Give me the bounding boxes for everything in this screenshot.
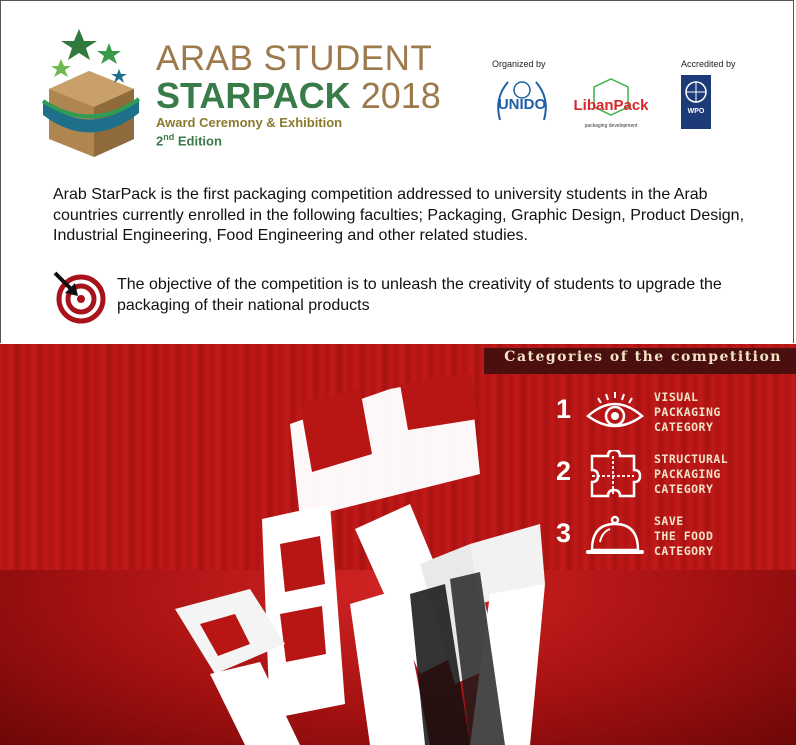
category-number: 1	[556, 394, 572, 424]
accredited-by-label: Accredited by	[681, 59, 736, 69]
edition-word: Edition	[174, 133, 222, 149]
libanpack-text: LibanPack	[573, 97, 649, 114]
intro-paragraph: Arab StarPack is the first packaging competition addressed to university students in the Arab countries currently enrolled in the following faculties; Packaging, Graphic Design, Product Design, Industrial Engineering, Food Engineering and other related studies.	[53, 186, 745, 244]
categories-title: Categories of the competition	[504, 349, 782, 365]
event-subtitle: Award Ceremony & Exhibition	[156, 115, 343, 130]
target-icon	[51, 269, 107, 325]
category-number: 2	[556, 456, 572, 486]
cloche-icon	[584, 512, 646, 562]
event-title	[156, 41, 486, 148]
category-label: SAVE THE FOOD CATEGORY	[654, 514, 714, 558]
category-number: 3	[556, 518, 572, 548]
starpack-logo-icon	[39, 29, 143, 159]
title-line1: ARAB STUDENT	[156, 39, 433, 78]
wpo-logo	[681, 75, 711, 129]
edition-suffix: nd	[163, 132, 175, 142]
creativity-letters-artwork	[0, 344, 560, 745]
puzzle-icon	[584, 450, 646, 500]
categories-section	[0, 344, 796, 745]
category-label: STRUCTURAL PACKAGING CATEGORY	[654, 452, 729, 496]
edition-number: 2	[156, 133, 164, 149]
libanpack-logo	[566, 77, 656, 133]
title-year: 2018	[360, 75, 441, 116]
title-line2	[156, 77, 486, 115]
libanpack-tagline: packaging development	[584, 123, 638, 129]
category-item-save-food	[556, 512, 796, 562]
category-item-visual	[556, 388, 796, 438]
edition-label	[156, 130, 486, 148]
category-label: VISUAL PACKAGING CATEGORY	[654, 390, 721, 434]
category-item-structural	[556, 450, 796, 500]
top-section	[0, 0, 794, 343]
objective-text: The objective of the competition is to unleash the creativity of students to upgrade the packaging of their national products	[117, 276, 722, 314]
unido-logo	[492, 76, 552, 130]
organized-by-label: Organized by	[492, 59, 546, 69]
unido-text: UNIDO	[497, 96, 547, 113]
eye-icon	[584, 388, 646, 438]
wpo-text: WPO	[687, 108, 705, 115]
title-starpack: STARPACK	[156, 75, 351, 116]
